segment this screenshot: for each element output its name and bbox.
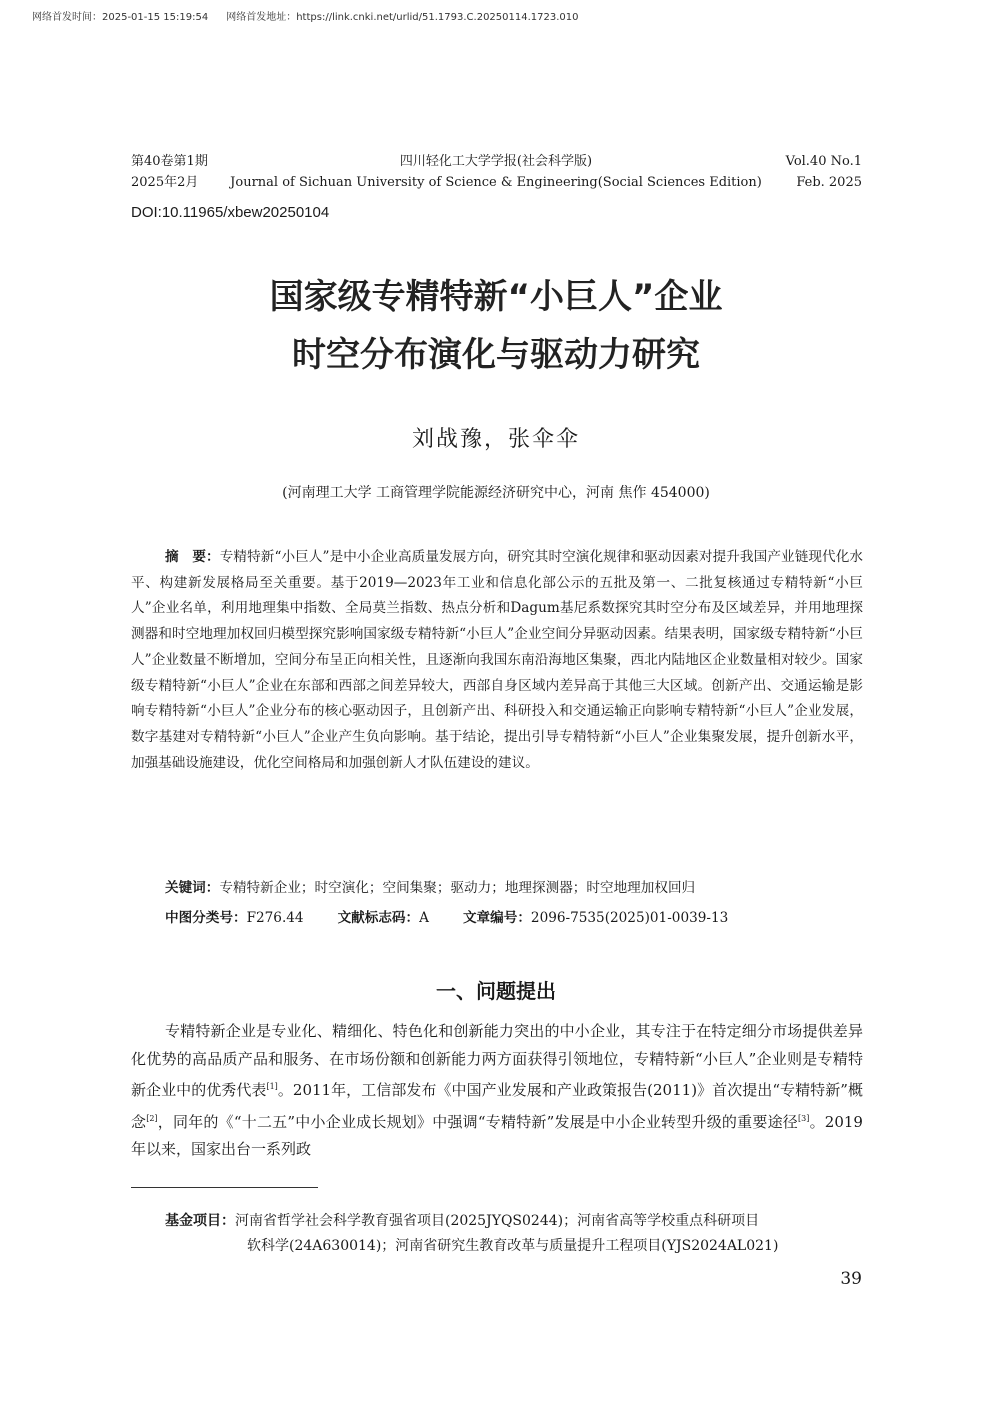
funding-note — [165, 1209, 863, 1259]
doi[interactable]: DOI:10.11965/xbew20250104 — [131, 204, 330, 221]
body-text-3: ，同年的《“十二五”中小企业成长规划》中强调“专精特新”发展是中小企业转型升级的重要途径 — [157, 1112, 799, 1131]
affiliation: (河南理工大学 工商管理学院能源经济研究中心，河南 焦作 454000) — [282, 485, 710, 501]
issue-date-en: Feb. 2025 — [796, 175, 862, 190]
clc-label: 中图分类号： — [165, 910, 247, 926]
abstract-label: 摘 要： — [165, 549, 220, 565]
doc-code-value: A — [419, 910, 429, 926]
title-line-1: 国家级专精特新“小巨人”企业 — [269, 277, 723, 317]
citation-ref-2[interactable]: [2] — [146, 1113, 158, 1123]
section-heading: 一、问题提出 — [436, 979, 556, 1003]
body-text-2: 。2011年，工信部发布《中国产业发展和产业政策报告(2011)》首次提出“专精特新”概念 — [131, 1081, 863, 1131]
article-number-label: 文章编号： — [462, 910, 531, 926]
issue-date-cn: 2025年2月 — [131, 175, 199, 190]
published-time: 网络首发时间：2025-01-15 15:19:54 — [32, 12, 209, 23]
funding-line-2: 软科学(24A630014)；河南省研究生教育改革与质量提升工程项目(YJS2024AL021) — [247, 1238, 779, 1254]
citation-ref-3[interactable]: [3] — [798, 1113, 810, 1123]
funding-line-1: 河南省哲学社会科学教育强省项目(2025JYQS0244)；河南省高等学校重点科研项目 — [235, 1213, 760, 1229]
journal-name — [160, 151, 832, 193]
journal-name-cn: 四川轻化工大学学报(社会科学版) — [399, 154, 593, 169]
citation-ref-1[interactable]: [1] — [266, 1082, 278, 1092]
volume-number-en: Vol.40 No.1 — [785, 154, 862, 169]
authors: 刘战豫，张伞伞 — [411, 427, 580, 452]
keywords — [165, 876, 695, 896]
keywords-label: 关键词： — [165, 880, 220, 896]
classification-line — [165, 906, 728, 926]
journal-name-en: Journal of Sichuan University of Science & Engineering(Social Sciences Edition) — [230, 175, 762, 190]
title-line-2: 时空分布演化与驱动力研究 — [292, 335, 700, 375]
body-text-1: 专精特新企业是专业化、精细化、特色化和创新能力突出的中小企业，其专注于在特定细分市场提供差异化优势的高品质产品和服务、在市场份额和创新能力两方面获得引领地位，专精特新“小巨人”企业则是专精特新企业中的优秀代表 — [131, 1022, 863, 1100]
doc-code-label: 文献标志码： — [337, 910, 420, 926]
footnote-divider — [131, 1187, 318, 1188]
page-number: 39 — [840, 1269, 862, 1289]
issue-volume: 第40卷第1期 — [131, 154, 208, 169]
abstract-text: 专精特新“小巨人”是中小企业高质量发展方向，研究其时空演化规律和驱动因素对提升我国产业链现代化水平、构建新发展格局至关重要。基于2019—2023年工业和信息化部公示的五批及第一、二批复核通过专精特新“小巨人”企业名单，利用地理集中指数、全局莫兰指数、热点分析和Dagum基尼系数探究其时空分布及区域差异，并用地理探测器和时空地理加权回归模型探究影响国家级专精特新“小巨人”企业空间分异驱动因素。结果表明，国家级专精特新“小巨人”企业数量不断增加，空间分布呈正向相关性，且逐渐向我国东南沿海地区集聚，西北内陆地区企业数量相对较少。国家级专精特新“小巨人”企业在东部和西部之间差异较大，西部自身区域内差异高于其他三大区域。创新产出、交通运输是影响专精特新“小巨人”企业分布的核心驱动因子，且创新产出、科研投入和交通运输正向影响专精特新“小巨人”企业发展，数字基建对专精特新“小巨人”企业产生负向影响。基于结论，提出引导专精特新“小巨人”企业集聚发展，提升创新水平，加强基础设施建设，优化空间格局和加强创新人才队伍建设的建议。 — [131, 549, 864, 771]
clc-value: F276.44 — [246, 910, 304, 926]
keywords-text: 专精特新企业；时空演化；空间集聚；驱动力；地理探测器；时空地理加权回归 — [219, 880, 696, 896]
published-url[interactable]: 网络首发地址：https://link.cnki.net/urlid/51.1793.C.20250114.1723.010 — [226, 12, 579, 23]
funding-label: 基金项目： — [165, 1213, 235, 1229]
body-paragraph — [131, 1018, 863, 1164]
body-text-4: 。2019年以来，国家出台一系列政 — [131, 1112, 863, 1159]
article-number-value: 2096-7535(2025)01-0039-13 — [530, 910, 729, 926]
paper-title — [0, 268, 992, 384]
abstract — [131, 545, 863, 776]
online-publication-bar — [32, 8, 579, 23]
journal-volume-en — [786, 151, 862, 193]
